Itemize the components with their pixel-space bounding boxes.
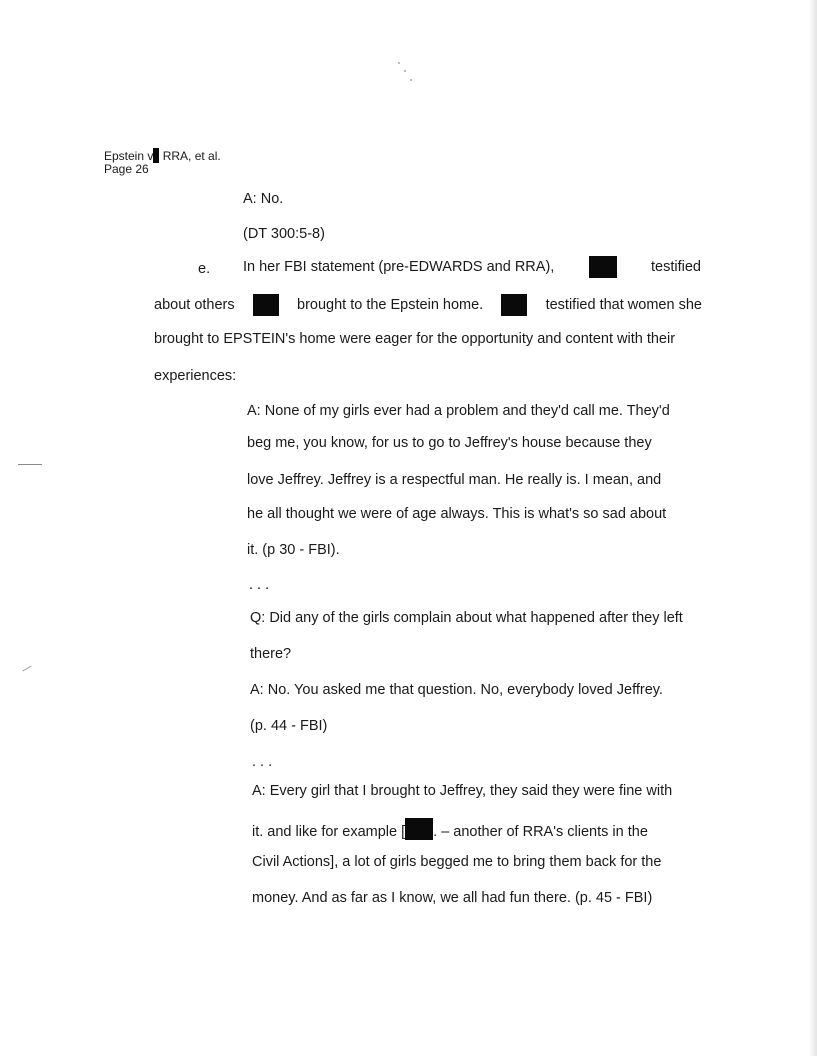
citation-line: (DT 300:5-8): [243, 226, 325, 242]
quote-line: it. and like for example [ . – another of RRA's clients in the: [252, 818, 648, 841]
quote-line: it. (p 30 - FBI).: [247, 542, 340, 558]
scan-mark: [18, 464, 42, 465]
quote-line: he all thought we were of age always. This is what's so sad about: [247, 506, 667, 522]
redaction-block: [253, 294, 279, 316]
answer-line: A: No.: [243, 191, 284, 207]
quote-line: there?: [250, 646, 292, 662]
page-number: Page 26: [104, 162, 149, 176]
redaction-block: [501, 294, 527, 316]
page-edge-shadow: [809, 0, 817, 1056]
redaction-block: [405, 818, 433, 840]
quote-line: A: No. You asked me that question. No, everybody loved Jeffrey.: [250, 682, 663, 698]
case-caption: Epstein v RRA, et al.: [104, 149, 221, 163]
quote-line: love Jeffrey. Jeffrey is a respectful man. He really is. I mean, and: [247, 472, 662, 488]
quote-line: Civil Actions], a lot of girls begged me to bring them back for the: [252, 854, 662, 870]
ellipsis: . . .: [252, 754, 273, 770]
quote-line: (p. 44 - FBI): [250, 718, 328, 734]
paragraph-line: experiences:: [154, 368, 237, 384]
paragraph-line: about others brought to the Epstein home. testified that women she: [154, 294, 702, 316]
quote-line: beg me, you know, for us to go to Jeffrey's house because they: [247, 435, 652, 451]
quote-line: money. And as far as I know, we all had fun there. (p. 45 - FBI): [252, 890, 653, 906]
paragraph-line: In her FBI statement (pre-EDWARDS and RRA), testified: [243, 256, 701, 278]
scan-speck: [404, 70, 406, 72]
quote-line: Q: Did any of the girls complain about what happened after they left: [250, 610, 683, 626]
redaction-block: [153, 148, 159, 163]
quote-line: A: Every girl that I brought to Jeffrey, they said they were fine with: [252, 783, 673, 799]
scan-speck: [410, 79, 412, 81]
redaction-block: [589, 256, 617, 278]
ellipsis: . . .: [249, 577, 270, 593]
scan-mark: [22, 666, 31, 672]
scan-speck: [398, 62, 400, 64]
paragraph-line: brought to EPSTEIN's home were eager for the opportunity and content with their: [154, 331, 676, 347]
item-marker: e.: [198, 261, 211, 277]
quote-line: A: None of my girls ever had a problem and they'd call me. They'd: [247, 403, 670, 419]
